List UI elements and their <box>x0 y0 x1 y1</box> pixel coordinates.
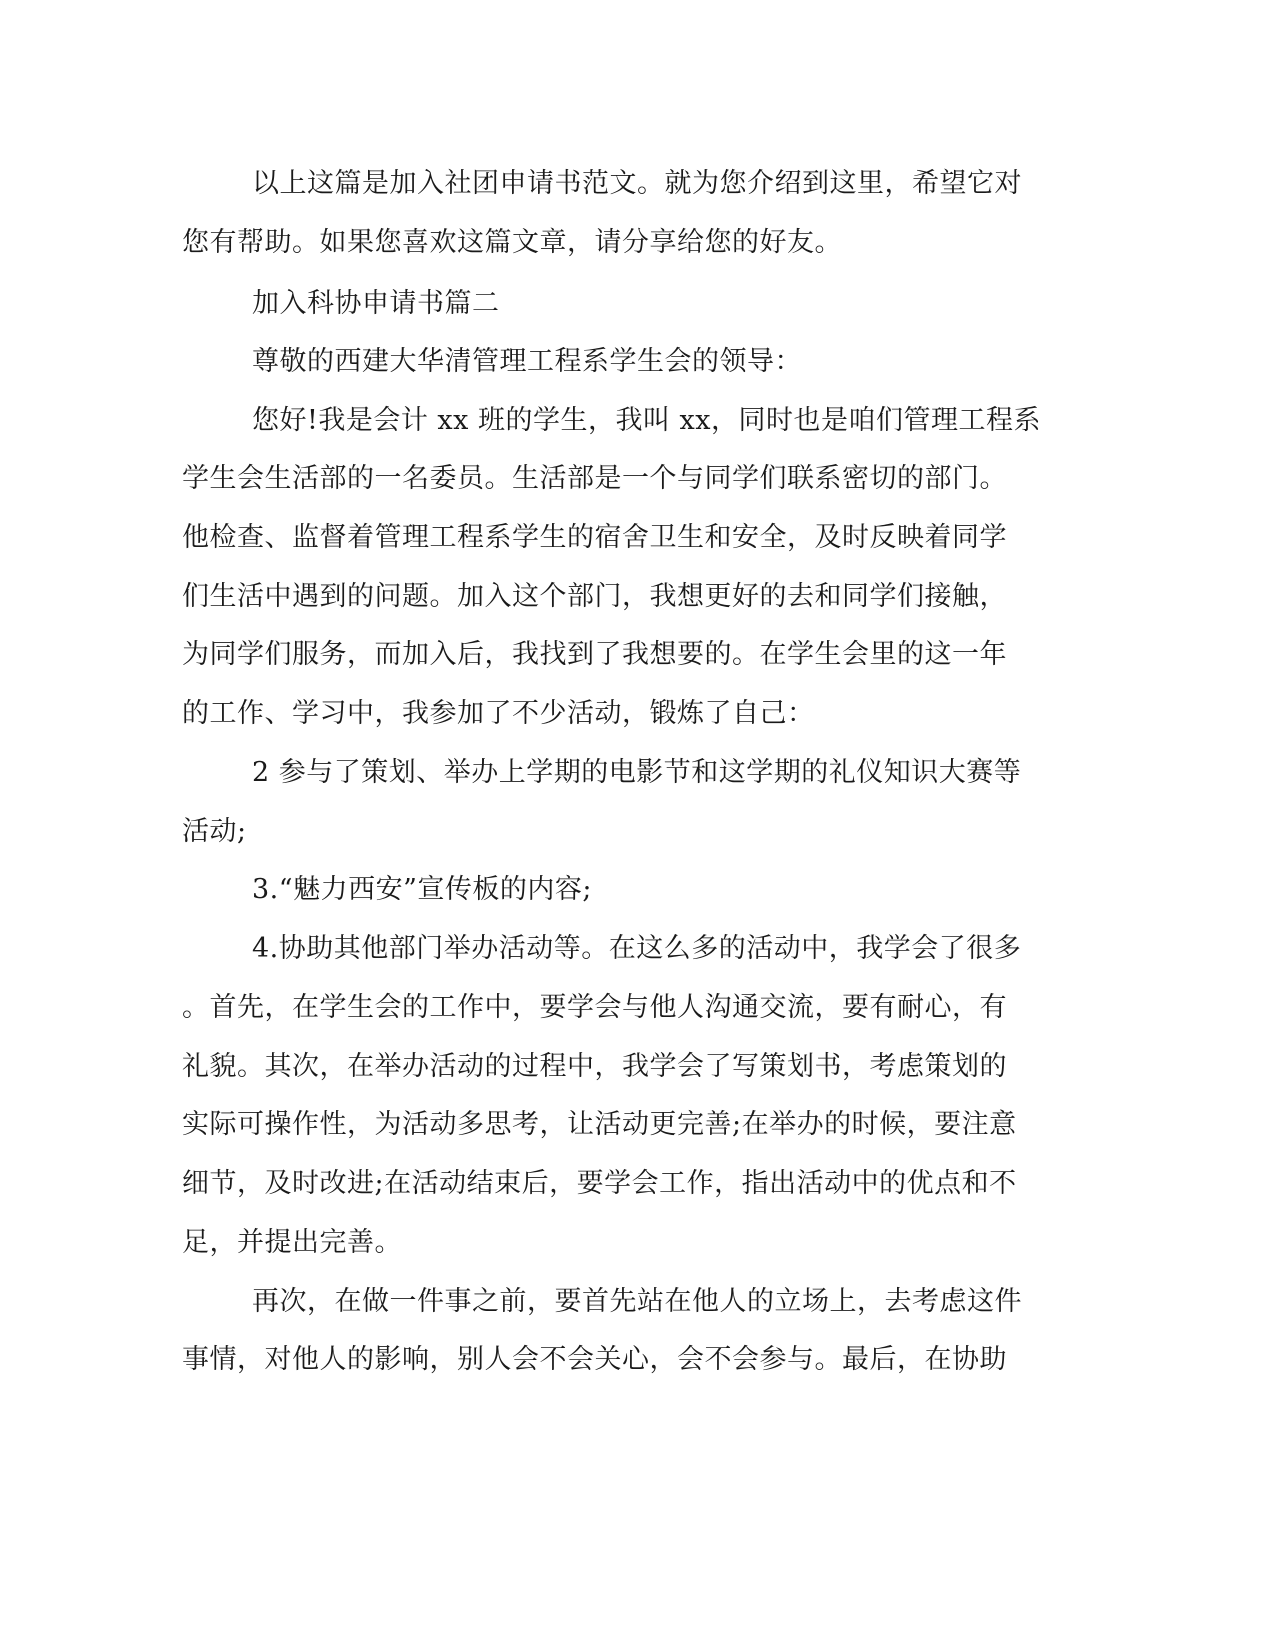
paragraph-line: 礼貌。其次，在举办活动的过程中，我学会了写策划书，考虑策划的 <box>182 1051 1007 1082</box>
paragraph-line: 再次，在做一件事之前，要首先站在他人的立场上，去考虑这件 <box>252 1286 1022 1317</box>
paragraph-line: 细节，及时改进;在活动结束后，要学会工作，指出活动中的优点和不 <box>182 1168 1017 1199</box>
paragraph-line: 您好!我是会计 xx 班的学生，我叫 xx，同时也是咱们管理工程系 <box>252 405 1042 436</box>
paragraph-line: 的工作、学习中，我参加了不少活动，锻炼了自己： <box>182 698 815 729</box>
paragraph-line: 们生活中遇到的问题。加入这个部门，我想更好的去和同学们接触， <box>182 581 1007 612</box>
paragraph-line: 他检查、监督着管理工程系学生的宿舍卫生和安全，及时反映着同学 <box>182 522 1007 553</box>
paragraph-line: 您有帮助。如果您喜欢这篇文章，请分享给您的好友。 <box>182 227 842 258</box>
list-item-line: 2 参与了策划、举办上学期的电影节和这学期的礼仪知识大赛等 <box>252 757 1022 788</box>
salutation: 尊敬的西建大华清管理工程系学生会的领导： <box>252 346 802 377</box>
paragraph-line: 以上这篇是加入社团申请书范文。就为您介绍到这里，希望它对 <box>252 168 1022 199</box>
paragraph-line: 足，并提出完善。 <box>182 1227 402 1258</box>
paragraph-line: 。首先，在学生会的工作中，要学会与他人沟通交流，要有耐心，有 <box>182 992 1007 1023</box>
list-item-line: 3.“魅力西安”宣传板的内容; <box>252 874 592 905</box>
list-item-line: 4.协助其他部门举办活动等。在这么多的活动中，我学会了很多 <box>252 933 1022 964</box>
paragraph-line: 事情，对他人的影响，别人会不会关心，会不会参与。最后，在协助 <box>182 1344 1007 1375</box>
paragraph-line: 学生会生活部的一名委员。生活部是一个与同学们联系密切的部门。 <box>182 463 1007 494</box>
paragraph-line: 为同学们服务，而加入后，我找到了我想要的。在学生会里的这一年 <box>182 639 1007 670</box>
section-heading: 加入科协申请书篇二 <box>252 288 500 319</box>
list-item-line: 活动; <box>182 816 247 847</box>
paragraph-line: 实际可操作性，为活动多思考，让活动更完善;在举办的时候，要注意 <box>182 1109 1017 1140</box>
